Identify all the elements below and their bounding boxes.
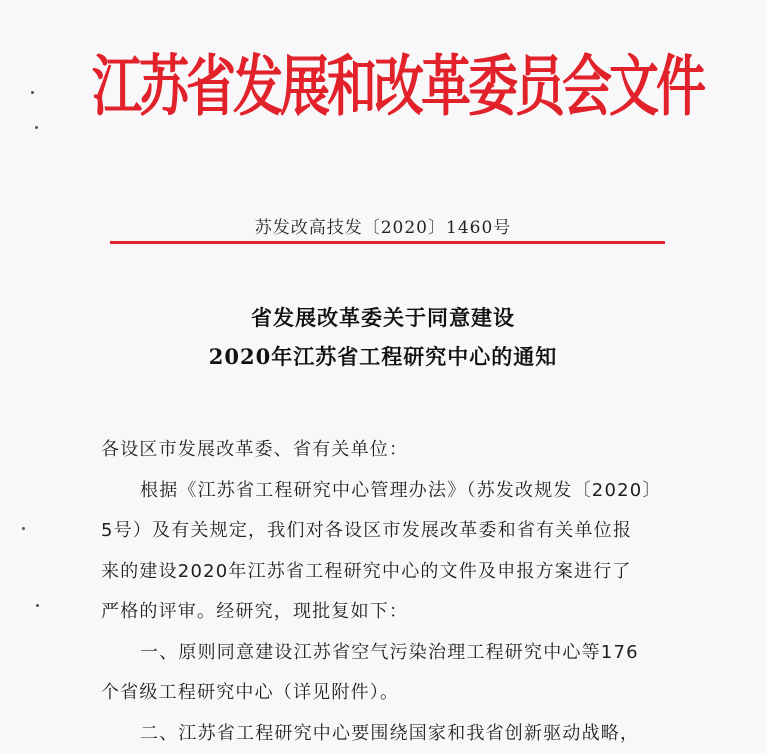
binding-hole-dot: [31, 91, 34, 94]
body-paragraph-line: 严格的评审。经研究，现批复如下：: [101, 601, 409, 622]
notice-body: [101, 430, 681, 753]
body-paragraph-line: 来的建设2020年江苏省工程研究中心的文件及申报方案进行了: [101, 560, 632, 582]
notice-title-line-2: 2020年江苏省工程研究中心的通知: [208, 344, 558, 369]
binding-hole-dot: [22, 527, 25, 530]
red-separator-rule: [110, 241, 665, 244]
body-paragraph-line: 二、江苏省工程研究中心要围绕国家和我省创新驱动战略，: [140, 722, 640, 744]
body-paragraph-line: 个省级工程研究中心（详见附件）。: [101, 682, 400, 703]
binding-hole-dot: [36, 604, 39, 607]
document-number: 苏发改高技发〔2020〕1460号: [254, 218, 512, 238]
body-salutation: 各设区市发展改革委、省有关单位：: [101, 439, 409, 460]
binding-hole-dot: [35, 126, 38, 129]
body-paragraph-line: 5号）及有关规定，我们对各设区市发展改革委和省有关单位报: [101, 520, 633, 541]
notice-title-line-1: 省发展改革委关于同意建设: [251, 305, 515, 330]
document-header-title: 江苏省发展和改革委员会文件: [92, 47, 703, 126]
body-paragraph-line: 一、原则同意建设江苏省空气污染治理工程研究中心等176: [140, 641, 639, 663]
body-paragraph-line: 根据《江苏省工程研究中心管理办法》（苏发改规发〔2020〕: [140, 479, 662, 501]
